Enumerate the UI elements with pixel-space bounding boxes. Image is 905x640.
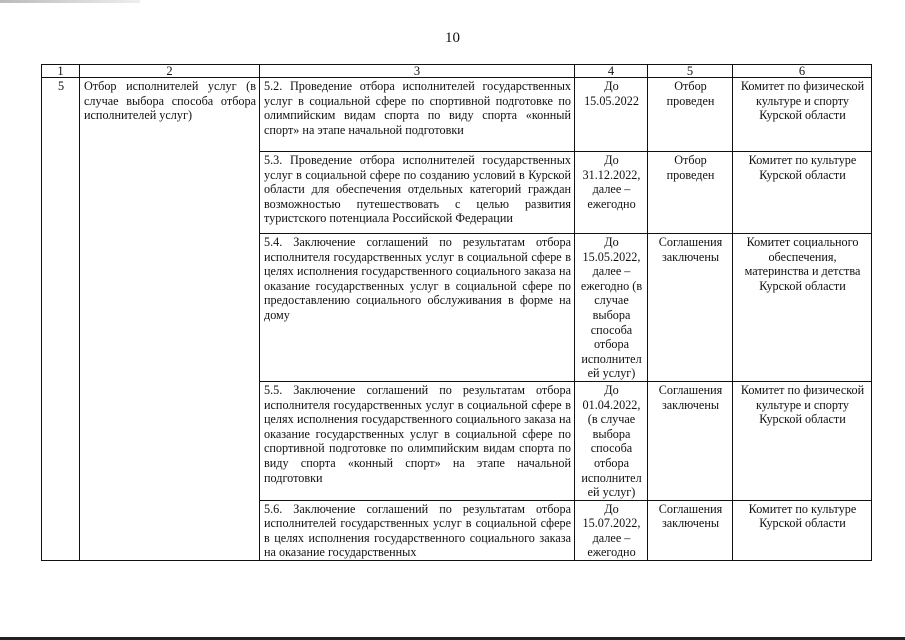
action-cell: 5.2. Проведение отбора исполнителей государственных услуг в социальной сфере по спортивной подготовке по олимпийским видам спорта по виду спорта «конный спорт» на этапе начальной подготовки [260,78,575,152]
deadline-cell: До 15.07.2022, далее – ежегодно [575,500,648,560]
responsible-cell: Комитет по культуре Курской области [733,152,872,234]
page-number: 10 [445,30,460,46]
table-header-row [42,65,872,78]
stage-name-cell: Отбор исполнителей услуг (в случае выбора способа отбора исполнителей услуг) [80,78,260,561]
result-cell: Соглашения заключены [648,381,733,500]
action-cell: 5.6. Заключение соглашений по результатам отбора исполнителей государственных услуг в социальной сфере в целях исполнения государственного социального заказа на оказание государственных [260,500,575,560]
column-header: 4 [575,65,648,78]
deadline-cell: До 15.05.2022 [575,78,648,152]
deadline-cell: До 31.12.2022, далее – ежегодно [575,152,648,234]
result-cell: Отбор проведен [648,78,733,152]
action-cell: 5.4. Заключение соглашений по результатам отбора исполнителя государственных услуг в социальной сфере в целях исполнения государственного социального заказа на оказание государственных услуг в социальной сфере по предоставлению социального обслуживания в форме на дому [260,234,575,382]
deadline-cell: До 15.05.2022, далее – ежегодно (в случае выбора способа отбора исполнител ей услуг) [575,234,648,382]
deadline-cell: До 01.04.2022, (в случае выбора способа отбора исполнител ей услуг) [575,381,648,500]
result-cell: Соглашения заключены [648,234,733,382]
result-cell: Отбор проведен [648,152,733,234]
result-cell: Соглашения заключены [648,500,733,560]
responsible-cell: Комитет по физической культуре и спорту Курской области [733,78,872,152]
responsible-cell: Комитет социального обеспечения, материнства и детства Курской области [733,234,872,382]
column-header: 5 [648,65,733,78]
column-header: 6 [733,65,872,78]
plan-table [41,64,872,561]
scan-artifact [0,0,140,3]
row-number-cell: 5 [42,78,80,561]
action-cell: 5.3. Проведение отбора исполнителей государственных услуг в социальной сфере по созданию условий в Курской области для обеспечения отдельных категорий граждан возможностью путешествовать с целью развития туристского потенциала Российской Федерации [260,152,575,234]
table-row [42,78,872,152]
action-cell: 5.5. Заключение соглашений по результатам отбора исполнителя государственных услуг в социальной сфере в целях исполнения государственного социального заказа на оказание государственных услуг в социальной сфере по спортивной подготовке по олимпийским видам спорта по виду спорта «конный спорт» на этапе начальной подготовки [260,381,575,500]
responsible-cell: Комитет по культуре Курской области [733,500,872,560]
column-header: 3 [260,65,575,78]
column-header: 2 [80,65,260,78]
responsible-cell: Комитет по физической культуре и спорту Курской области [733,381,872,500]
column-header: 1 [42,65,80,78]
